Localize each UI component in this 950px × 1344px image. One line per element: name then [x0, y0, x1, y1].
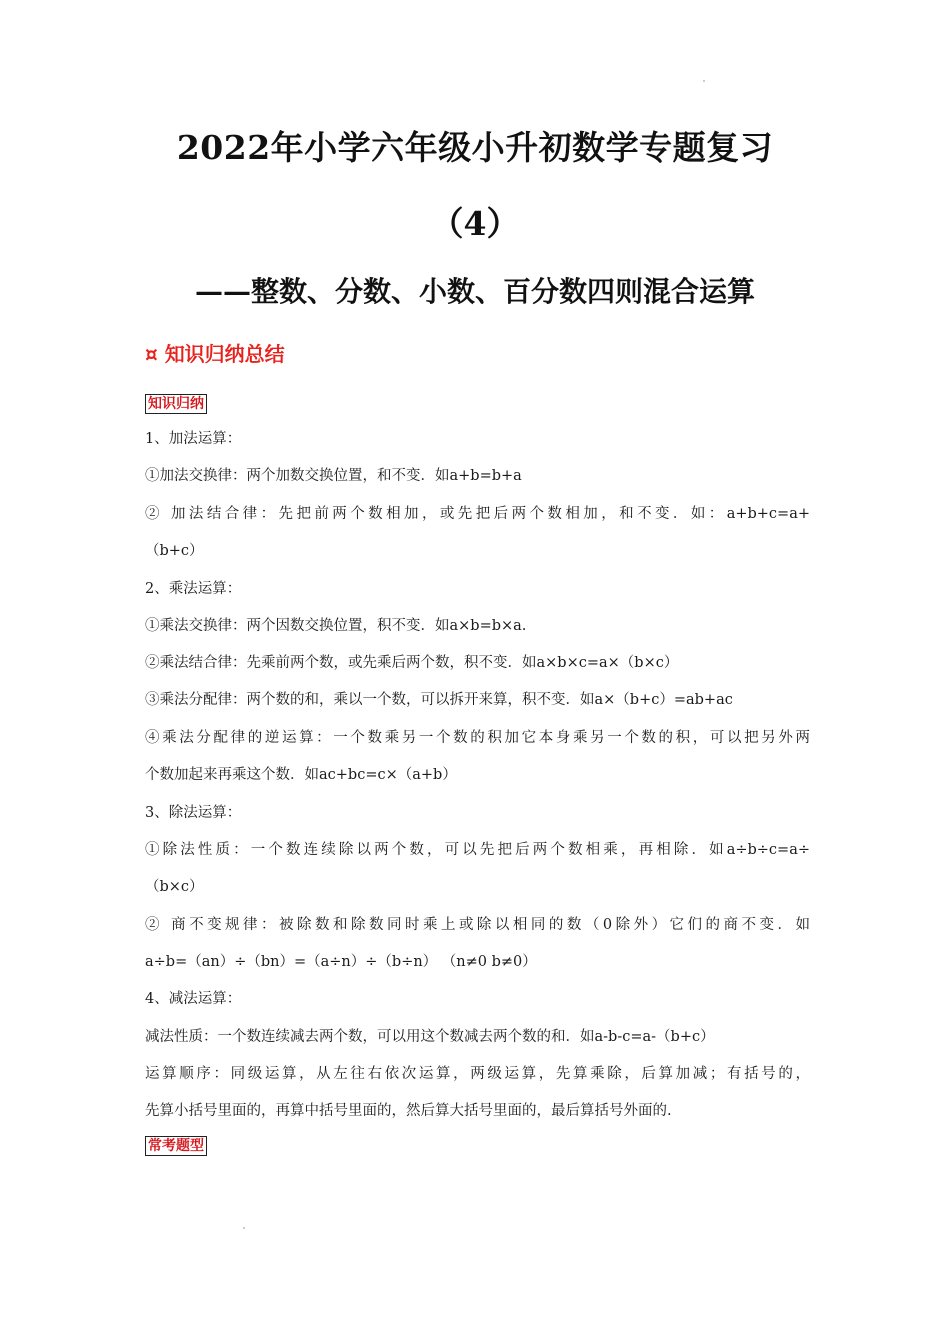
- text-line: 减法性质：一个数连续减去两个数，可以用这个数减去两个数的和．如a-b-c=a-（b+c）: [145, 1029, 715, 1045]
- knowledge-box-label: 知识归纳: [145, 394, 207, 414]
- page-title: 2022年小学六年级小升初数学专题复习: [176, 128, 774, 167]
- text-line: ①加法交换律：两个加数交换位置，和不变．如a+b=b+a: [145, 468, 522, 484]
- text-line: ② 加法结合律：先把前两个数相加，或先把后两个数相加，和不变．如：a+b+c=a+: [145, 506, 810, 522]
- section-heading: ¤ 知识归纳总结: [145, 342, 285, 366]
- text-line: （b+c）: [145, 543, 204, 559]
- text-line: 4、减法运算：: [145, 991, 242, 1007]
- text-line: ②乘法结合律：先乘前两个数，或先乘后两个数，积不变．如a×b×c=a×（b×c）: [145, 655, 679, 671]
- text-line: ④乘法分配律的逆运算：一个数乘另一个数的积加它本身乘另一个数的积，可以把另外两: [145, 730, 810, 746]
- text-line: 3、除法运算：: [145, 805, 242, 821]
- text-line: 先算小括号里面的，再算中括号里面的，然后算大括号里面的，最后算括号外面的.: [145, 1103, 672, 1119]
- page-subtitle: ——整数、分数、小数、百分数四则混合运算: [194, 275, 755, 308]
- text-line: ② 商不变规律：被除数和除数同时乘上或除以相同的数（0除外）它们的商不变．如: [145, 917, 810, 933]
- text-line: ③乘法分配律：两个数的和，乘以一个数，可以拆开来算，积不变．如a×（b+c）=ab+ac: [145, 692, 733, 708]
- page-title-number: （4）: [430, 204, 520, 243]
- text-line: 个数加起来再乘这个数．如ac+bc=c×（a+b）: [145, 767, 457, 783]
- text-line: 2、乘法运算：: [145, 581, 242, 597]
- text-line: ①除法性质：一个数连续除以两个数，可以先把后两个数相乘，再相除．如a÷b÷c=a÷: [145, 842, 810, 858]
- text-line: 1、加法运算：: [145, 431, 242, 447]
- text-line: ①乘法交换律：两个因数交换位置，积不变．如a×b=b×a.: [145, 618, 527, 634]
- text-line: 运算顺序：同级运算，从左往右依次运算，两级运算，先算乘除，后算加减；有括号的，: [145, 1066, 810, 1082]
- scan-dot: [703, 80, 705, 82]
- scan-dot: [243, 1227, 245, 1229]
- text-line: a÷b=（an）÷（bn）=（a÷n）÷（b÷n） （n≠0 b≠0）: [145, 954, 537, 970]
- common-questions-box-label: 常考题型: [145, 1136, 207, 1156]
- text-line: （b×c）: [145, 879, 204, 895]
